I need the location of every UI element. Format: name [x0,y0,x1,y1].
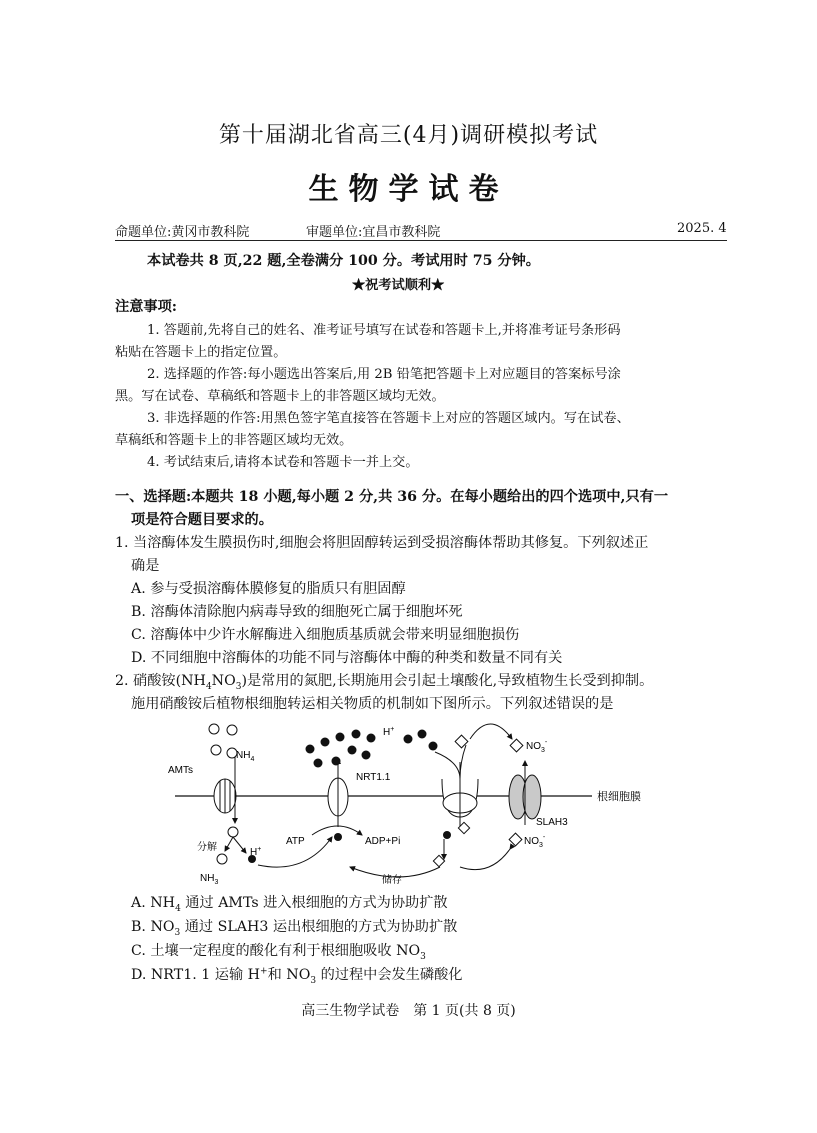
hplus-ions [306,730,438,768]
page-footer: 高三生物学试卷 第 1 页(共 8 页) [301,1003,516,1019]
nrt-label: NRT1.1 [356,772,391,783]
storage-label: 储存 [382,875,402,886]
q1-option-a: A. 参与受损溶酶体膜修复的脂质只有胆固醇 [131,581,406,597]
exam-summary: 本试卷共 8 页,22 题,全卷满分 100 分。考试用时 75 分钟。 [147,253,540,269]
nh4-molecules [209,724,237,758]
hplus-top-label: H+ [383,726,395,738]
note-3-line1: 3. 非选择题的作答:用黑色签字笔直接答在答题卡上对应的答题区域内。写在试卷、 [147,411,630,426]
note-3-line2: 草稿纸和答题卡上的非答题区域均无效。 [115,433,353,448]
amts-label: AMTs [168,765,193,776]
decompose-label: 分解 [197,842,217,853]
note-1-line2: 粘贴在答题卡上的指定位置。 [115,345,287,360]
subject-title: 生物学试卷 [308,172,509,207]
exam-title: 第十届湖北省高三(4月)调研模拟考试 [218,123,599,148]
slah3-label: SLAH3 [536,817,568,828]
q1-option-d: D. 不同细胞中溶酶体的功能不同与溶酶体中酶的种类和数量不同有关 [131,650,563,666]
note-2-line2: 黑。写在试卷、草稿纸和答题卡上的非答题区域均无效。 [115,389,445,404]
note-2-line1: 2. 选择题的作答:每小题选出答案后,用 2B 铅笔把答题卡上对应题目的答案标号涂 [147,367,621,382]
setter-unit: 命题单位:黄冈市教科院 [115,225,250,240]
q2-stem-part2: NO [211,673,236,689]
section-heading-line1: 一、选择题:本题共 18 小题,每小题 2 分,共 36 分。在每小题给出的四个选项中,只有一 [115,489,669,505]
note-1-line1: 1. 答题前,先将自己的姓名、准考证号填写在试卷和答题卡上,并将准考证号条形码 [147,323,621,338]
note-4-line: 4. 考试结束后,请将本试卷和答题卡一并上交。 [147,455,419,470]
amts-channel [214,779,236,813]
adp-label: ADP+Pi [365,836,401,847]
q2-option-c: C. 土壤一定程度的酸化有利于根细胞吸收 $NO_3$ [131,943,426,962]
header-divider [115,240,727,241]
q1-option-b: B. 溶酶体清除胞内病毒导致的细胞死亡属于细胞坏死 [131,604,463,620]
hplus-bottom-label: H+ [250,846,262,858]
root-cell-transport-diagram [160,717,641,887]
nh4-label: $NH_4$ [236,750,255,763]
q2-stem-part1: 2. 硝酸铵(NH [115,673,206,689]
q2-stem-part3: )是常用的氮肥,长期施用会引起土壤酸化,导致植物生长受到抑制。 [241,673,654,689]
q2-stem-line2: 施用硝酸铵后植物根细胞转运相关物质的机制如下图所示。下列叙述错误的是 [131,696,614,712]
notes-title: 注意事项: [115,299,177,315]
q2-sub-4: 4 [205,681,212,692]
reviewer-unit: 审题单位:宜昌市教科院 [306,225,441,240]
q2-option-d: D. NRT1. 1 运输 H+和 $NO_3$ 的过程中会发生磷酸化 [131,966,463,986]
q2-stem-line1 [115,670,653,692]
q1-option-c: C. 溶酶体中少许水解酶进入细胞质基质就会带来明显细胞损伤 [131,627,520,643]
nh3-label: $NH_3$ [200,873,219,886]
good-luck-line: ★祝考试顺利★ [352,278,445,293]
exam-date: 2025. 4 [677,221,727,236]
atp-label: ATP [286,836,305,847]
q2-sub-3: 3 [235,681,242,692]
membrane-label: 根细胞膜 [597,790,641,803]
section-heading-line2: 项是符合题目要求的。 [131,512,273,528]
q1-stem-line1: 1. 当溶酶体发生膜损伤时,细胞会将胆固醇转运到受损溶酶体帮助其修复。下列叙述正 [115,535,649,551]
q1-stem-line2: 确是 [131,558,160,574]
no3-top-label: $NO_3^-$ [526,739,548,754]
q2-option-b: B. $NO_3$ 通过 SLAH3 运出根细胞的方式为协助扩散 [131,919,458,938]
q2-option-a: A. $NH_4$ 通过 AMTs 进入根细胞的方式为协助扩散 [131,895,448,914]
no3-bottom-label: $NO_3^-$ [524,834,546,849]
